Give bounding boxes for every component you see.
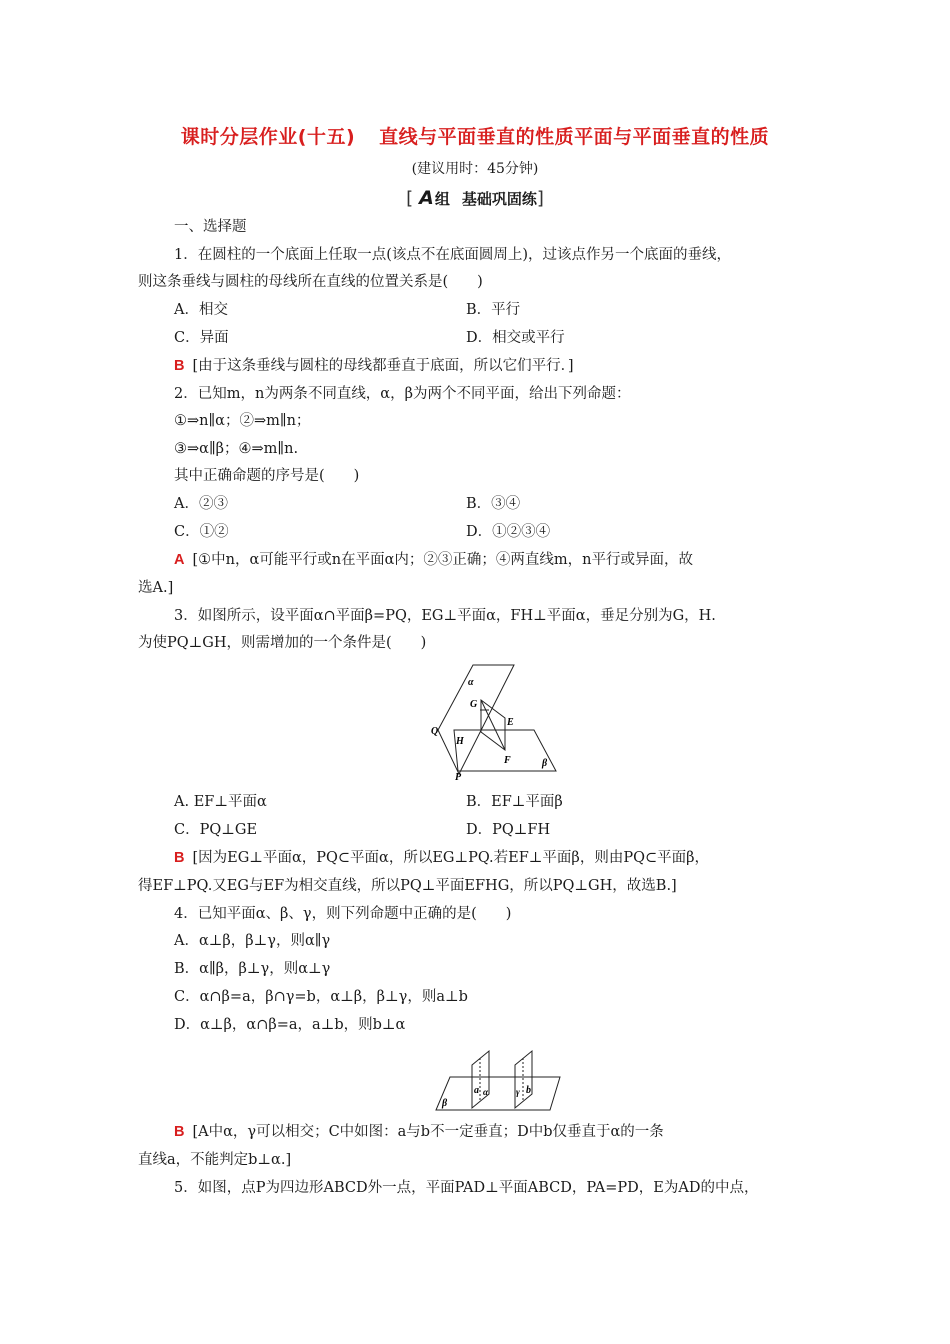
- q3-option-b: B．EF⊥平面β: [466, 794, 563, 810]
- q2-stem-line3: ③⇒α∥β；④⇒m∥n.: [174, 441, 299, 457]
- q4-explanation-line2: 直线a，不能判定b⊥α.]: [138, 1152, 292, 1168]
- fig-label-p: P: [455, 772, 462, 782]
- q2-option-b: B．③④: [466, 496, 521, 512]
- q2-answer: [174, 550, 693, 570]
- q4-figure: [430, 1046, 566, 1116]
- q3-explanation-line2: 得EF⊥PQ.又EG与EF为相交直线，所以PQ⊥平面EFHG，所以PQ⊥GH，故选B.]: [138, 878, 677, 894]
- q2-explanation-line2: 选A.]: [138, 580, 174, 596]
- q3-answer-letter: B: [174, 850, 185, 866]
- q1-option-b: B．平行: [466, 302, 521, 318]
- q1-explanation: [由于这条垂线与圆柱的母线都垂直于底面，所以它们平行．]: [192, 358, 574, 374]
- q3-option-c: C．PQ⊥GE: [174, 822, 258, 838]
- q1-answer: [174, 356, 574, 376]
- q1-option-a: A．相交: [174, 302, 228, 318]
- fig-label-e: E: [507, 717, 514, 728]
- q4-stem-line1: 4．已知平面α、β、γ，则下列命题中正确的是( ): [174, 906, 512, 922]
- q1-stem-line1: 1．在圆柱的一个底面上任取一点(该点不在底面圆周上)，过该点作另一个底面的垂线，: [174, 247, 732, 263]
- section-heading: 一、选择题: [174, 219, 247, 235]
- q2-stem-line2: ①⇒n∥α；②⇒m∥n；: [174, 413, 311, 429]
- q3-answer: [174, 848, 709, 868]
- q4-option-d: D．α⊥β，α∩β=a，a⊥b，则b⊥α: [174, 1017, 406, 1033]
- q2-option-a: A．②③: [174, 496, 228, 512]
- group-heading: [ A 组 基础巩固练]: [406, 187, 544, 209]
- q2-stem-line4: 其中正确命题的序号是( ): [174, 468, 360, 484]
- suggested-time: (建议用时：45分钟): [411, 161, 539, 177]
- q2-stem-line1: 2．已知m，n为两条不同直线，α，β为两个不同平面，给出下列命题：: [174, 386, 631, 402]
- fig-label-g: G: [470, 699, 478, 710]
- q3-stem-line1: 3．如图所示，设平面α∩平面β=PQ，EG⊥平面α，FH⊥平面α，垂足分别为G，H.: [174, 608, 716, 624]
- fig-label-alpha: α: [468, 677, 474, 688]
- q4-option-c: C．α∩β=a，β∩γ=b，α⊥β，β⊥γ，则a⊥b: [174, 989, 468, 1005]
- plane-beta-outline: [436, 1077, 560, 1110]
- q4-explanation-line1: [A中α，γ可以相交；C中如图：a与b不一定垂直；D中b仅垂直于α的一条: [192, 1124, 664, 1140]
- group-label: 组: [434, 190, 450, 208]
- fig-label-beta: β: [542, 758, 548, 769]
- fig-label-q: Q: [431, 726, 439, 737]
- q1-option-d: D．相交或平行: [466, 330, 565, 346]
- fig4-label-gamma: γ: [516, 1087, 520, 1097]
- page-title: [0, 122, 950, 149]
- q4-option-a: A．α⊥β，β⊥γ，则α∥γ: [174, 933, 331, 949]
- q4-answer: [174, 1122, 664, 1142]
- q1-answer-letter: B: [174, 358, 185, 374]
- fig-label-h: H: [456, 736, 464, 747]
- fig-label-f: F: [504, 755, 511, 766]
- fig4-label-a: a: [474, 1085, 479, 1096]
- q3-figure: [428, 662, 564, 782]
- plane-alpha-outline: [438, 665, 514, 774]
- q3-stem-line2: 为使PQ⊥GH，则需增加的一个条件是( ): [138, 635, 427, 651]
- q4-answer-letter: B: [174, 1124, 185, 1140]
- q2-option-d: D．①②③④: [466, 524, 551, 540]
- q2-explanation-line1: [①中n，α可能平行或n在平面α内；②③正确；④两直线m，n平行或异面，故: [192, 552, 693, 568]
- q5-stem-line1: 5．如图，点P为四边形ABCD外一点，平面PAD⊥平面ABCD，PA=PD，E为AD的中点，: [174, 1180, 759, 1196]
- group-name: 基础巩固练: [461, 190, 537, 208]
- q2-answer-letter: A: [174, 552, 185, 568]
- q3-explanation-line1: [因为EG⊥平面α，PQ⊂平面α，所以EG⊥PQ.若EF⊥平面β，则由PQ⊂平面β，: [192, 850, 709, 866]
- q3-option-d: D．PQ⊥FH: [466, 822, 551, 838]
- q2-option-c: C．①②: [174, 524, 229, 540]
- title-part2: 直线与平面垂直的性质平面与平面垂直的性质: [379, 126, 770, 148]
- fig4-label-beta: β: [442, 1098, 448, 1109]
- q4-option-b: B．α∥β，β⊥γ，则α⊥γ: [174, 961, 331, 977]
- title-part1: 课时分层作业(十五): [180, 126, 356, 148]
- group-letter: A: [419, 187, 433, 209]
- fig4-label-alpha: α: [483, 1087, 488, 1097]
- fig4-label-b: b: [526, 1085, 531, 1096]
- q3-option-a: A. EF⊥平面α: [174, 794, 267, 810]
- q1-option-c: C．异面: [174, 330, 229, 346]
- q1-stem-line2: 则这条垂线与圆柱的母线所在直线的位置关系是( ): [138, 274, 483, 290]
